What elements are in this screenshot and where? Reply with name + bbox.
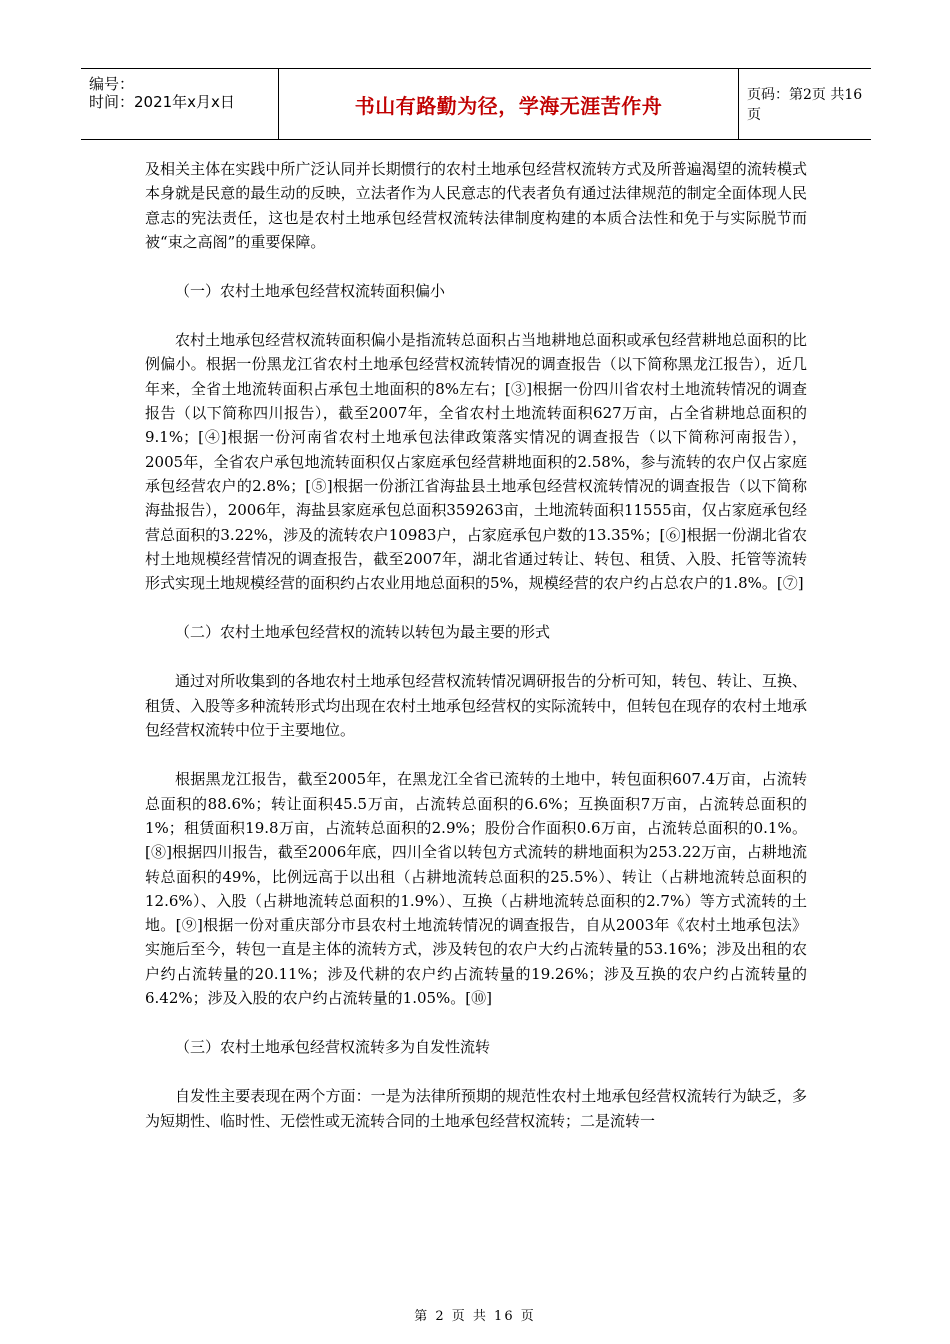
code-label: 编号： bbox=[89, 75, 135, 93]
page-footer: 第 2 页 共 16 页 bbox=[414, 1309, 536, 1324]
page-header bbox=[81, 68, 871, 140]
header-meta bbox=[81, 69, 279, 139]
time-label: 时间：2021年x月x日 bbox=[89, 93, 235, 111]
header-page-info: 页码：第2页 共16页 bbox=[747, 87, 863, 123]
paragraph: 自发性主要表现在两个方面：一是为法律所预期的规范性农村土地承包经营权流转行为缺乏，多为短期性、临时性、无偿性或无流转合同的土地承包经营权流转；二是流转一 bbox=[145, 1087, 807, 1130]
paragraph: 及相关主体在实践中所广泛认同并长期惯行的农村土地承包经营权流转方式及所普遍渴望的流转模式本身就是民意的最生动的反映，立法者作为人民意志的代表者负有通过法律规范的制定全面体现人民意志的宪法责任，这也是农村土地承包经营权流转法律制度构建的本质合法性和免于与实际脱节而被“束之高阁”的重要保障。 bbox=[145, 160, 807, 251]
section-heading: （一）农村土地承包经营权流转面积偏小 bbox=[175, 282, 446, 301]
header-motto: 书山有路勤为径，学海无涯苦作舟 bbox=[279, 69, 739, 139]
section-heading: （二）农村土地承包经营权的流转以转包为最主要的形式 bbox=[175, 623, 551, 642]
paragraph: 农村土地承包经营权流转面积偏小是指流转总面积占当地耕地总面积或承包经营耕地总面积的比例偏小。根据一份黑龙江省农村土地承包经营权流转情况的调查报告（以下简称黑龙江报告），近几年来，全省土地流转面积占承包土地面积的8%左右；[③]根据一份四川省农村土地流转情况的调查报告（以下简称四川报告），截至2007年，全省农村土地流转面积627万亩，占全省耕地总面积的9.1%；[④]根据一份河南省农村土地承包法律政策落实情况的调查报告（以下简称河南报告），2005年，全省农户承包地流转面积仅占家庭承包经营耕地面积的2.58%，参与流转的农户仅占家庭承包经营农户的2.8%；[⑤]根据一份浙江省海盐县土地承包经营权流转情况的调查报告（以下简称海盐报告），2006年，海盐县家庭承包总面积359263亩，土地流转面积11555亩，仅占家庭承包经营总面积的3.22%，涉及的流转农户10983户，占家庭承包户数的13.35%；[⑥]根据一份湖北省农村土地规模经营情况的调查报告，截至2007年，湖北省通过转让、转包、租赁、入股、托管等流转形式实现土地规模经营的面积约占农业用地总面积的5%，规模经营的农户约占总农户的1.8%。[⑦] bbox=[145, 331, 807, 593]
document-body bbox=[145, 157, 807, 1158]
paragraph: 通过对所收集到的各地农村土地承包经营权流转情况调研报告的分析可知，转包、转让、互换、租赁、入股等多种流转形式均出现在农村土地承包经营权的实际流转中，但转包在现存的农村土地承包经营权流转中位于主要地位。 bbox=[145, 672, 807, 740]
section-heading: （三）农村土地承包经营权流转多为自发性流转 bbox=[175, 1038, 491, 1057]
paragraph: 根据黑龙江报告，截至2005年，在黑龙江全省已流转的土地中，转包面积607.4万亩，占流转总面积的88.6%；转让面积45.5万亩，占流转总面积的6.6%；互换面积7万亩，占流转总面积的1%；租赁面积19.8万亩，占流转总面积的2.9%；股份合作面积0.6万亩，占流转总面积的0.1%。[⑧]根据四川报告，截至2006年底，四川全省以转包方式流转的耕地面积为253.22万亩，占耕地流转总面积的49%，比例远高于以出租（占耕地流转总面积的25.5%）、转让（占耕地流转总面积的12.6%）、入股（占耕地流转总面积的1.9%）、互换（占耕地流转总面积的2.7%）等方式流转的土地。[⑨]根据一份对重庆部分市县农村土地流转情况的调查报告，自从2003年《农村土地承包法》实施后至今，转包一直是主体的流转方式，涉及转包的农户大约占流转量的53.16%；涉及出租的农户约占流转量的20.11%；涉及代耕的农户约占流转量的19.26%；涉及互换的农户约占流转量的6.42%；涉及入股的农户约占流转量的1.05%。[⑩] bbox=[145, 770, 807, 1008]
